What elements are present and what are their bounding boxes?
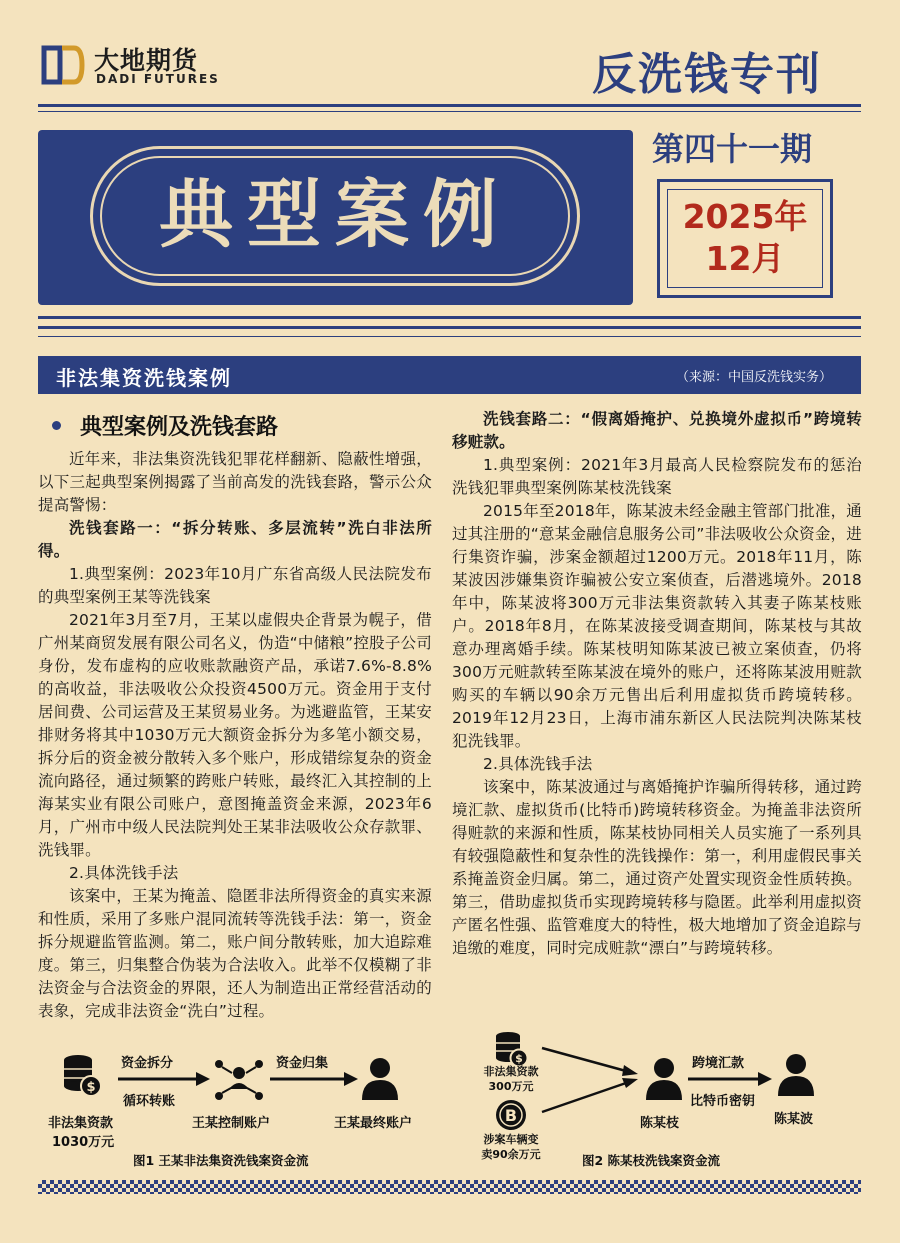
logo-english-name: DADI FUTURES <box>96 72 220 86</box>
fig1-arrow2 <box>270 1072 358 1086</box>
fig2-end-person-icon <box>776 1052 816 1096</box>
issue-date <box>660 196 830 280</box>
network-accounts-icon <box>212 1057 266 1103</box>
fig2-converging-arrows <box>540 1040 640 1120</box>
fig2-mid-label: 陈某枝 <box>640 1116 680 1131</box>
fig1-arrow1-bottom-label: 循环转账 <box>123 1094 176 1109</box>
paragraph: 2.具体洗钱手法 <box>483 755 593 773</box>
paragraph: 2.具体洗钱手法 <box>69 864 179 882</box>
fig2-mid-person-icon <box>644 1056 684 1100</box>
fig1-end-label: 王某最终账户 <box>334 1116 413 1131</box>
fig2-arrow-bottom-label: 比特币密钥 <box>690 1094 756 1109</box>
fig2-src1 <box>476 1064 546 1094</box>
fig1-source-amount: 1030万元 <box>52 1135 115 1150</box>
fig2-arrow-top-label: 跨境汇款 <box>692 1056 745 1071</box>
svg-text:$: $ <box>86 1080 96 1095</box>
fig2-src1-amount: 300万元 <box>488 1080 534 1093</box>
section-source: （来源：中国反洗钱实务） <box>676 370 833 385</box>
fig1-person-icon <box>360 1056 400 1100</box>
header-rule-top-thin <box>38 111 861 112</box>
paragraph: 2015年至2018年，陈某波未经金融主管部门批准，通过其注册的“意某金融信息服务公司”非法吸收公众资金，进行集资诈骗，涉案金额超过1200万元。2018年11月，陈某波因涉嫌集资诈骗被公安立案侦查，后潜逃境外。2018年中，陈某波将300万元非法集资款转入其妻子陈某枝账户。2018年8月，在陈某波接受调查期间，陈某枝与其故意办理离婚手续。陈某枝明知陈某波已被立案侦查，仍将300万元赃款转至陈某波在境外的账户，还将陈某波用赃款购买的车辆以90余万元售出后利用虚拟货币跨境转移。2019年12月23日，上海市浦东新区人民法院判决陈某枝犯洗钱罪。 <box>452 502 862 750</box>
paragraph: 1.典型案例：2021年3月最高人民检察院发布的惩治洗钱犯罪典型案例陈某枝洗钱案 <box>452 456 862 497</box>
issue-number: 第四十一期 <box>652 130 813 168</box>
issue-date-month: 12月 <box>705 239 785 278</box>
fig1-source-label: 非法集资款 <box>48 1116 114 1131</box>
paragraph: 洗钱套路一：“拆分转账、多层流转”洗白非法所得。 <box>38 519 432 560</box>
divider-rule-3 <box>38 336 861 337</box>
paragraph: 近年来，非法集资洗钱犯罪花样翻新、隐蔽性增强，以下三起典型案例揭露了当前高发的洗钱套路，警示公众提高警惕： <box>38 450 432 514</box>
fig2-arrow <box>688 1072 772 1086</box>
divider-rule-2 <box>38 326 861 329</box>
fig1-arrow2-top-label: 资金归集 <box>276 1056 329 1071</box>
fig1-arrow1-top-label: 资金拆分 <box>121 1056 174 1071</box>
paragraph: 洗钱套路二：“假离婚掩护、兑换境外虚拟币”跨境转移赃款。 <box>452 410 862 451</box>
fig2-coin-stack-icon <box>495 1030 529 1068</box>
bullet-icon <box>52 421 61 430</box>
header-rule-top <box>38 104 861 107</box>
fig2-src2 <box>476 1132 546 1162</box>
figure2-caption: 图2 陈某枝洗钱案资金流 <box>582 1153 721 1168</box>
coin-stack-icon <box>62 1052 102 1098</box>
figure1-caption: 图1 王某非法集资洗钱案资金流 <box>133 1153 309 1168</box>
divider-rule-1 <box>38 316 861 319</box>
paragraph: 该案中，王某为掩盖、隐匿非法所得资金的真实来源和性质，采用了多账户混同流转等洗钱手法：第一，资金拆分规避监管监测。第二，账户间分散转账，加大追踪难度。第三，归集整合伪装为合法收入。此举不仅模糊了非法资金与合法资金的界限，还人为制造出正常经营活动的表象，完成非法资金“洗白”过程。 <box>38 887 432 1020</box>
left-text-column <box>38 448 432 1023</box>
fig1-arrow1 <box>118 1072 210 1086</box>
footer-checker-border <box>38 1180 861 1194</box>
issue-date-year: 2025年 <box>682 197 808 236</box>
section-title: 非法集资洗钱案例 <box>56 366 232 390</box>
svg-text:B: B <box>504 1106 518 1125</box>
banner-title: 典型案例 <box>159 172 511 258</box>
paragraph: 该案中，陈某波通过与离婚掩护诈骗所得转移，通过跨境汇款、虚拟货币(比特币)跨境转移资金。为掩盖非法资所得赃款的来源和性质，陈某枝协同相关人员实施了一系列具有较强隐蔽性和复杂性的洗钱操作：第一，利用虚假民事关系掩盖资金归属。第二，通过资产处置实现资金性质转换。第三，借助虚拟货币实现跨境转移与隐匿。此举利用虚拟资产匿名性强、监管难度大的特性，极大地增加了资金追踪与追缴的难度，同时完成赃款“漂白”与跨境转移。 <box>452 778 862 957</box>
dadi-logo-icon <box>40 42 86 88</box>
fig2-end-label: 陈某波 <box>774 1112 814 1127</box>
right-text-column <box>452 408 862 960</box>
fig2-src2-label: 涉案车辆变 <box>483 1133 539 1146</box>
fig2-src1-label: 非法集资款 <box>483 1065 539 1078</box>
bitcoin-icon <box>494 1098 528 1132</box>
fig1-mid-label: 王某控制账户 <box>192 1116 271 1131</box>
special-edition-title: 反洗钱专刊 <box>592 49 822 100</box>
paragraph: 1.典型案例：2023年10月广东省高级人民法院发布的典型案例王某等洗钱案 <box>38 565 432 606</box>
fig2-src2-amount: 卖90余万元 <box>481 1148 541 1161</box>
svg-text:$: $ <box>515 1052 523 1065</box>
logo-chinese-name: 大地期货 <box>94 46 199 75</box>
paragraph: 2021年3月至7月，王某以虚假央企背景为幌子，借广州某商贸发展有限公司名义，伪造“中储粮”控股子公司身份，发布虚构的应收账款融资产品，承诺7.6%-8.8%的高收益，非法吸收公众投资4500万元。资金用于支付居间费、公司运营及王某贸易业务。为逃避监管，王某安排财务将其中1030万元大额资金拆分为多笔小额交易，拆分后的资金被分散转入多个账户，形成错综复杂的资金流向路径，通过频繁的跨账户转账，最终汇入其控制的上海某实业有限公司账户，意图掩盖资金来源，2023年6月，广州市中级人民法院判处王某非法吸收公众存款罪、洗钱罪。 <box>38 611 432 859</box>
article-heading: 典型案例及洗钱套路 <box>80 415 279 440</box>
